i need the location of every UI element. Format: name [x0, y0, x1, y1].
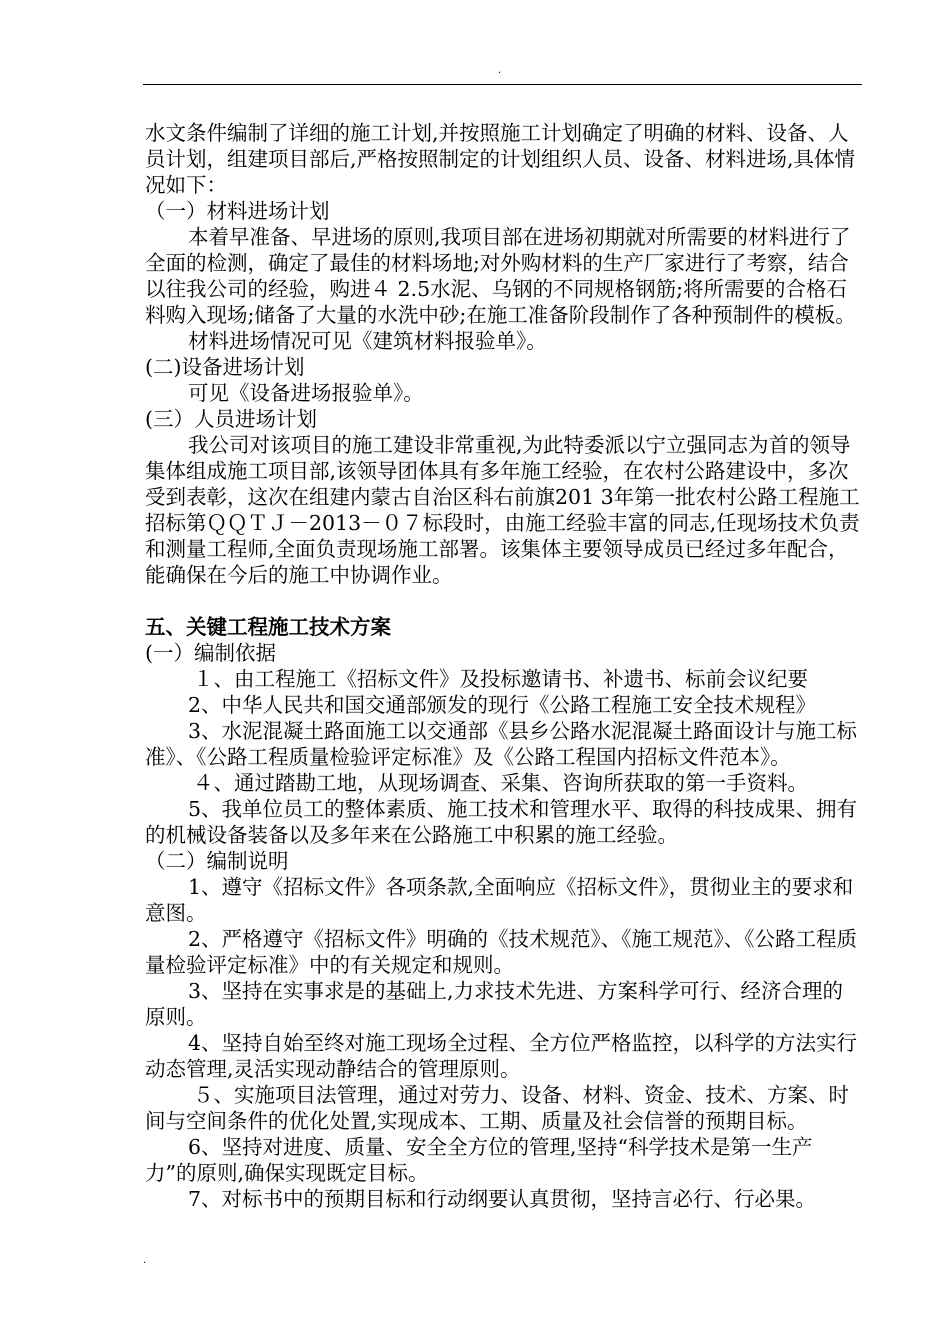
- spacer: [145, 588, 863, 614]
- notes-heading: （二）编制说明: [145, 849, 289, 873]
- footer-mark: .: [143, 1255, 147, 1266]
- basis-item: 2、中华人民共和国交通部颁发的现行《公路工程施工安全技术规程》: [188, 693, 817, 717]
- basis-heading: (一）编制依据: [145, 641, 276, 665]
- section-2-paragraph-1: 可见《设备进场报验单》。: [188, 381, 424, 405]
- notes-item: 7、对标书中的预期目标和行动纲要认真贯彻，坚持言必行、行必果。: [188, 1187, 817, 1211]
- section-1-paragraph-1: 本着早准备、早进场的原则,我项目部在进场初期就对所需要的材料进行了全面的检测，确定了最佳的材料场地;对外购材料的生产厂家进行了考察，结合以往我公司的经验，购进４ 2.5水泥、乌钢的不同规格钢筋;将所需要的合格石料购入现场;储备了大量的水洗中砂;在施工准备阶段制作了各种预制件的模板。: [145, 225, 856, 327]
- basis-item: 3、水泥混凝土路面施工以交通部《县乡公路水泥混凝土路面设计与施工标准》、《公路工程质量检验评定标准》及《公路工程国内招标文件范本》。: [145, 719, 858, 769]
- intro-paragraph: 水文条件编制了详细的施工计划,并按照施工计划确定了明确的材料、设备、人员计划，组建项目部后,严格按照制定的计划组织人员、设备、材料进场,具体情况如下：: [145, 121, 856, 197]
- section-3-paragraph-1: 我公司对该项目的施工建设非常重视,为此特委派以宁立强同志为首的领导集体组成施工项目部,该领导团体具有多年施工经验，在农村公路建设中，多次受到表彰，这次在组建内蒙古自治区科右前旗201 3年第一批农村公路工程施工招标第ＱＱＴＪ－2013－０７标段时，由施工经验丰富的同志,任现场技术负责和测量工程师,全面负责现场施工部署。该集体主要领导成员已经过多年配合，能确保在今后的施工中协调作业。: [145, 433, 860, 587]
- section-3-heading: (三）人员进场计划: [145, 407, 317, 431]
- chapter-5-heading: 五、关键工程施工技术方案: [145, 615, 391, 639]
- notes-item: 3、坚持在实事求是的基础上,力求技术先进、方案科学可行、经济合理的原则。: [145, 979, 844, 1029]
- notes-item: ５、实施项目法管理，通过对劳力、设备、材料、资金、技术、方案、时间与空间条件的优化处置,实现成本、工期、质量及社会信誉的预期目标。: [145, 1083, 849, 1133]
- basis-item: １、由工程施工《招标文件》及投标邀请书、补遗书、标前会议纪要: [193, 667, 808, 691]
- header-mark: .: [498, 65, 502, 76]
- header-rule: [143, 84, 862, 85]
- document-body: [145, 120, 863, 1212]
- section-2-heading: (二)设备进场计划: [145, 355, 305, 379]
- basis-item: ４、通过踏勘工地，从现场调查、采集、咨询所获取的第一手资料。: [193, 771, 808, 795]
- basis-item: 5、我单位员工的整体素质、施工技术和管理水平、取得的科技成果、拥有的机械设备装备以及多年来在公路施工中积累的施工经验。: [145, 797, 858, 847]
- notes-item: 4、坚持自始至终对施工现场全过程、全方位严格监控，以科学的方法实行动态管理,灵活实现动静结合的管理原则。: [145, 1031, 858, 1081]
- notes-item: 6、坚持对进度、质量、安全全方位的管理,坚持“科学技术是第一生产力”的原则,确保实现既定目标。: [145, 1135, 813, 1185]
- notes-item: 2、严格遵守《招标文件》明确的《技术规范》、《施工规范》、《公路工程质量检验评定标准》中的有关规定和规则。: [145, 927, 858, 977]
- notes-item: 1、遵守《招标文件》各项条款,全面响应《招标文件》，贯彻业主的要求和意图。: [145, 875, 854, 925]
- section-1-paragraph-2: 材料进场情况可见《建筑材料报验单》。: [188, 329, 547, 353]
- section-1-heading: （一）材料进场计划: [145, 199, 330, 223]
